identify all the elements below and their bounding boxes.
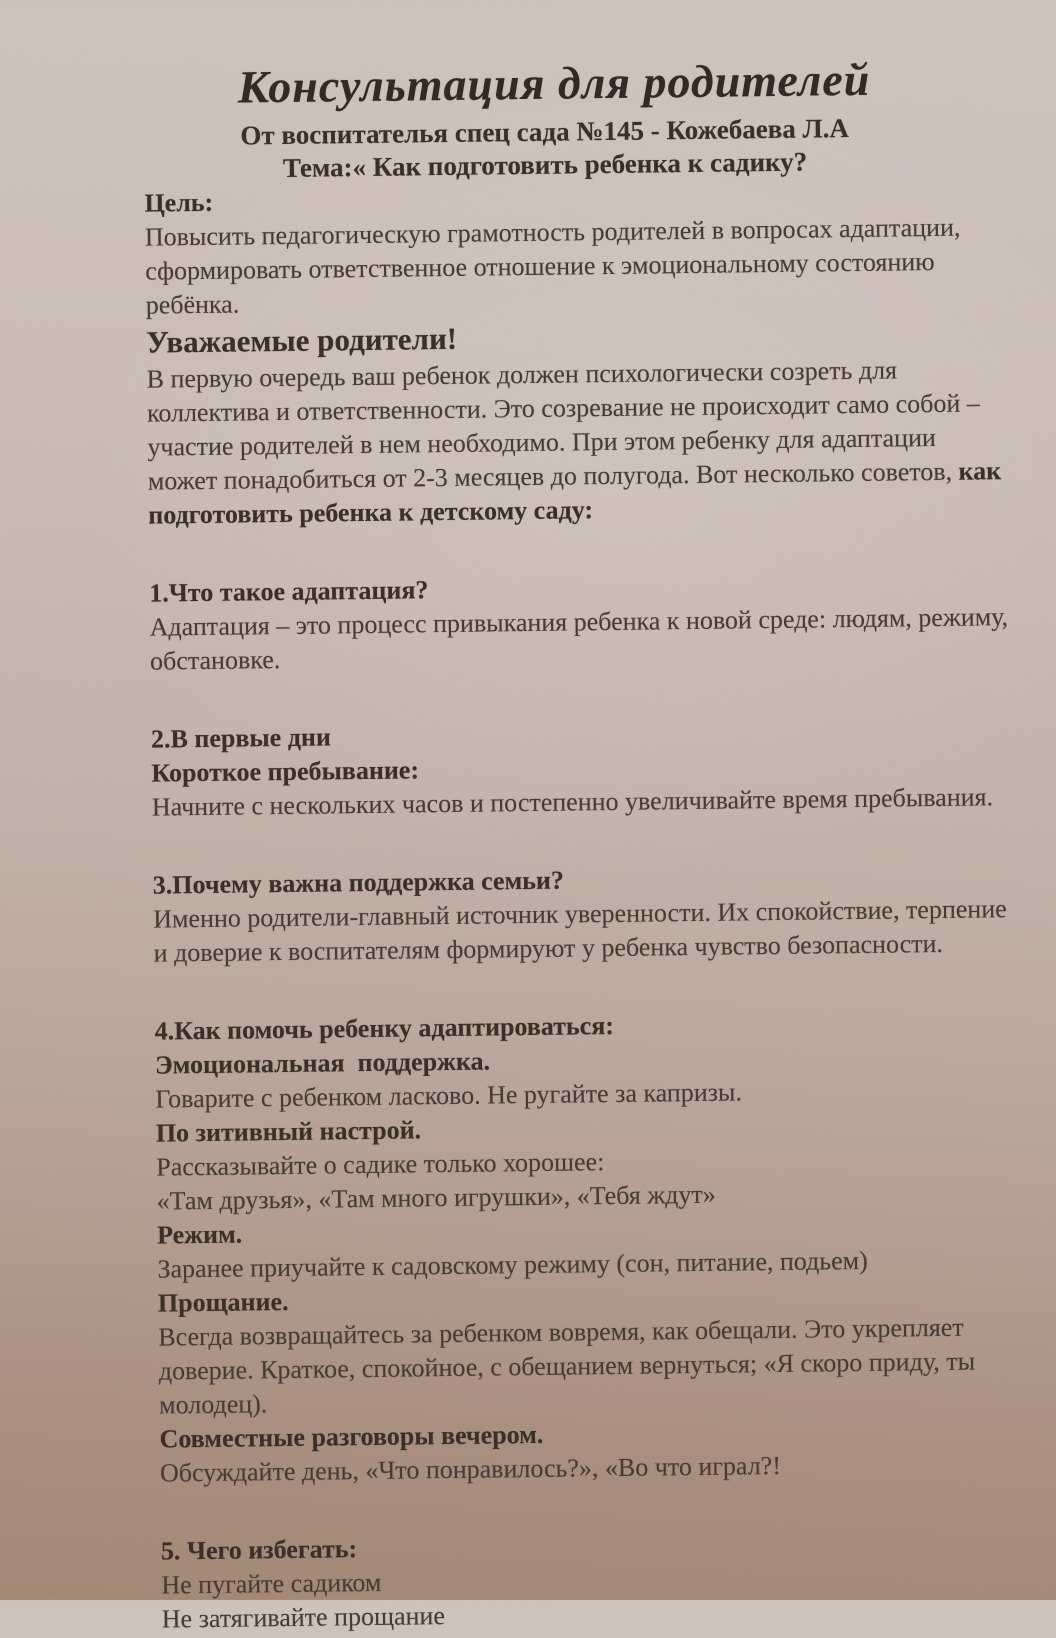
- sections: [149, 566, 1024, 1636]
- document-section: [153, 858, 1016, 971]
- section-heading: 4.Как помочь ребенку адаптироваться:: [154, 1004, 1016, 1049]
- greeting-body-text: В первую очередь ваш ребенок должен психологически созреть для коллектива и ответственности. Это созревание не происходит само собой – участие родителей в нем необходимо. При этом ребенку для адаптации может понадобиться от 2-3 месяцев до полугода. Вот несколько советов,: [146, 355, 980, 495]
- section-body: Заранее приучайте к садовскому режиму (сон, питание, подьем): [157, 1242, 1019, 1287]
- section-subheading: Короткое пребывание:: [151, 746, 1013, 791]
- section-subheading: Режим.: [157, 1208, 1019, 1253]
- document-section: [151, 712, 1014, 825]
- greeting-heading: Уважаемые родители!: [146, 312, 1008, 363]
- section-subheading: Эмоциональная поддержка.: [155, 1038, 1017, 1083]
- section-subheading: По зитивный настрой.: [156, 1106, 1018, 1151]
- section-body: Именно родители-главный источник уверенности. Их спокойствие, терпение и доверие к воспитателям формируют у ребенка чувство безопасности.: [153, 892, 1016, 971]
- section-body: Всегда возвращайтесь за ребенком вовремя, как обещали. Это укрепляет доверие. Краткое, спокойное, с обещанием вернуться; «Я скоро приду, ты молодец).: [158, 1310, 1021, 1423]
- section-heading: 2.В первые дни: [151, 712, 1013, 757]
- section-heading: 3.Почему важна поддержка семьи?: [153, 858, 1015, 903]
- author-line: От воспитателья спец сада №145 - Кожебаева Л.А: [143, 111, 945, 154]
- greeting-body: [146, 352, 1010, 533]
- document-section: [149, 566, 1012, 679]
- section-body: Рассказывайте о садике только хорошее:: [156, 1140, 1018, 1185]
- section-body: Начните с нескольких часов и постепенно увеличивайте время пребывания.: [152, 780, 1014, 825]
- section-subheading: Прощание.: [158, 1276, 1020, 1321]
- section-body: Говарите с ребенком ласково. Не ругайте за капризы.: [155, 1072, 1017, 1117]
- theme-line: Тема:« Как подготовить ребенка к садику?: [144, 144, 946, 187]
- section-heading: 1.Что такое адаптация?: [149, 566, 1011, 611]
- document-section: [161, 1524, 1024, 1637]
- section-body: «Там друзья», «Там много игрушки», «Тебя ждут»: [156, 1174, 1018, 1219]
- section-body: Не пугайте садиком: [161, 1558, 1023, 1603]
- goal-heading: Цель:: [144, 176, 1006, 221]
- document-section: [154, 1004, 1022, 1490]
- greeting-body-bold: как подготовить ребенка к детскому саду:: [148, 456, 1001, 529]
- section-body: Не затягивайте прощание: [162, 1592, 1024, 1637]
- section-body: Адаптация – это процесс привыкания ребенка к новой среде: людям, режиму, обстановке.: [149, 600, 1012, 679]
- section-heading: 5. Чего избегать:: [161, 1524, 1023, 1569]
- goal-body: Повысить педагогическую грамотность родителей в вопросах адаптации, сформировать ответственное отношение к эмоциональному состоянию ребёнка.: [145, 210, 1008, 323]
- page-title: Консультация для родителей: [143, 53, 966, 115]
- section-subheading: Совместные разговоры вечером.: [159, 1412, 1021, 1457]
- section-body: Обсуждайте день, «Что понравилось?», «Во что играл?!: [160, 1446, 1022, 1491]
